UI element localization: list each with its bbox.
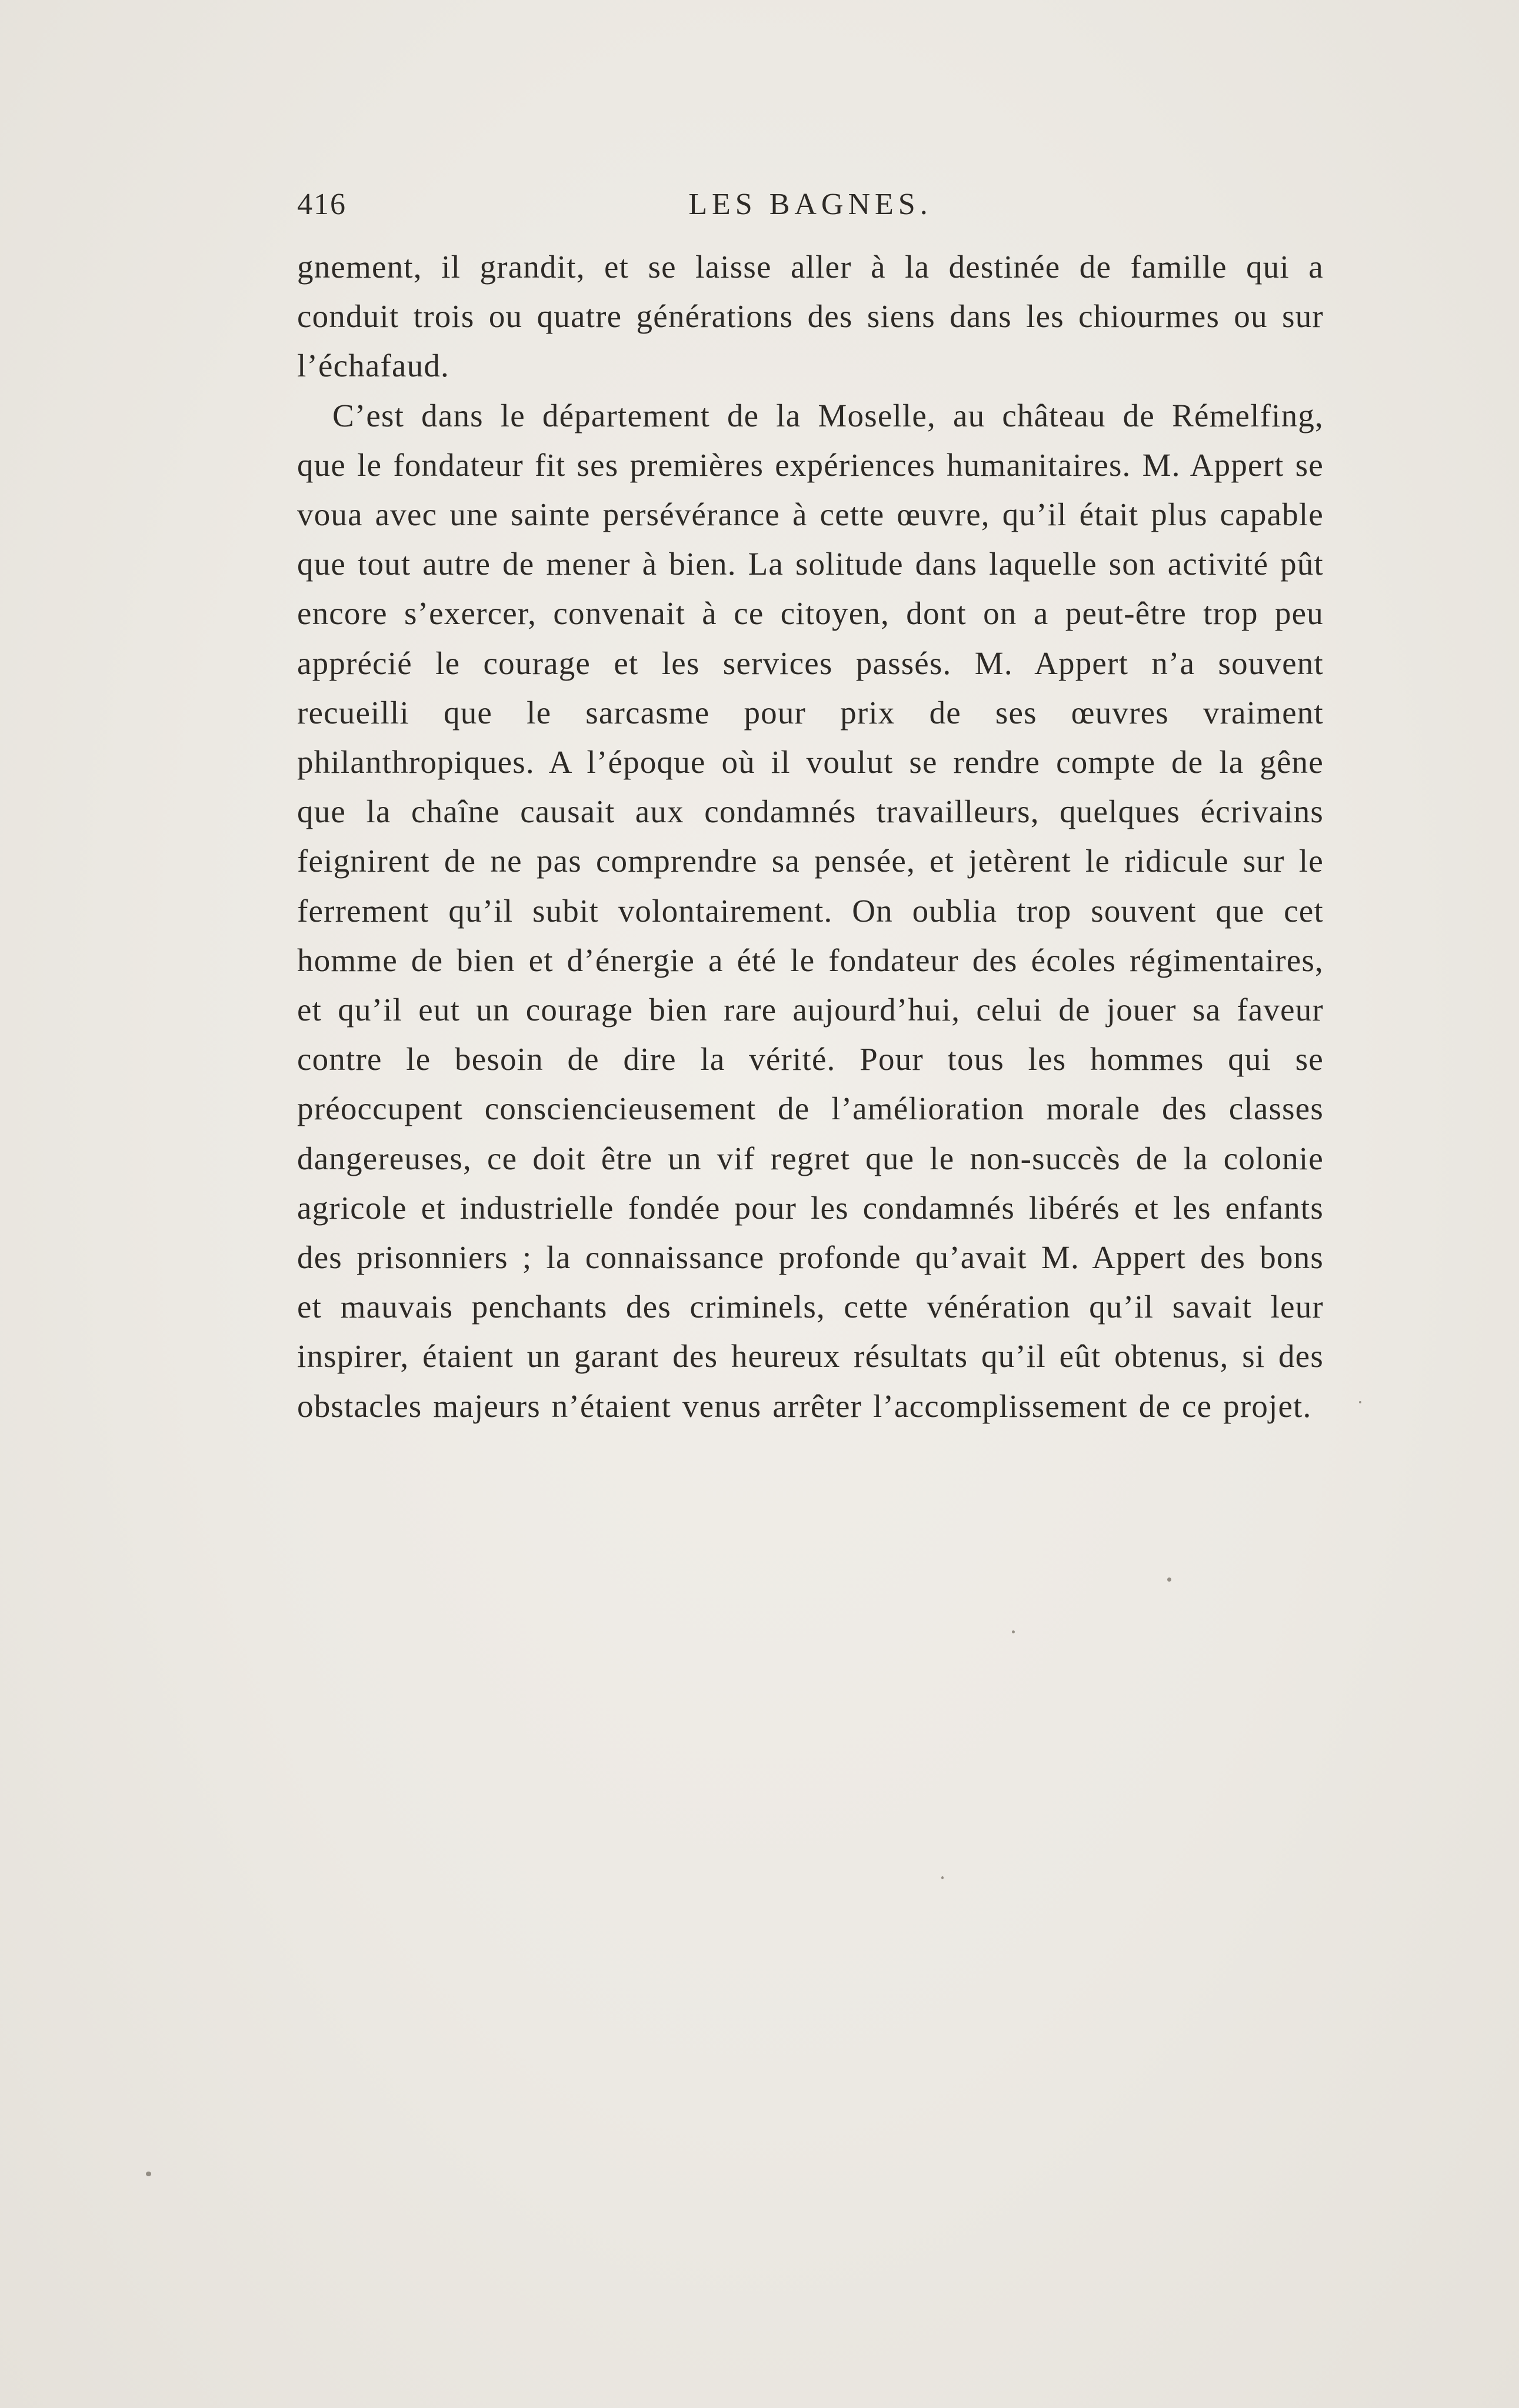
- paragraph-continuation: gnement, il grandit, et se laisse aller à la destinée de famille qui a conduit trois ou quatre générations des siens dans les chiourmes ou sur l’échafaud.: [297, 249, 1324, 384]
- page-number: 416: [297, 188, 347, 221]
- body-text: [297, 242, 1324, 1431]
- running-title: LES BAGNES.: [688, 188, 932, 221]
- paper-speck: [941, 1876, 944, 1879]
- paper-speck: [1167, 1577, 1171, 1582]
- paper-speck: [1012, 1630, 1015, 1633]
- paragraph-appert: C’est dans le département de la Moselle, au château de Rémelfing, que le fondateur fit ses premières expériences humanitaires. M. Appert se voua avec une sainte persévérance à cette œuvre, qu’il était plus capable que tout autre de mener à bien. La solitude dans laquelle son activité pût encore s’exercer, convenait à ce citoyen, dont on a peut-être trop peu apprécié le courage et les services passés. M. Appert n’a souvent recueilli que le sarcasme pour prix de ses œuvres vraiment philanthropiques. A l’époque où il voulut se rendre compte de la gêne que la chaîne causait aux condamnés travailleurs, quelques écrivains feignirent de ne pas comprendre sa pensée, et jetèrent le ridicule sur le ferrement qu’il subit volontairement. On oublia trop souvent que cet homme de bien et d’énergie a été le fondateur des écoles régimentaires, et qu’il eut un courage bien rare aujourd’hui, celui de jouer sa faveur contre le besoin de dire la vérité. Pour tous les hommes qui se préoccupent consciencieusement de l’amélioration morale des classes dangereuses, ce doit être un vif regret que le non-succès de la colonie agricole et industrielle fondée pour les condamnés libérés et les enfants des prisonniers ; la connaissance profonde qu’avait M. Appert des bons et mauvais penchants des criminels, cette vénération qu’il savait leur inspirer, étaient un garant des heureux résultats qu’il eût obtenus, si des obstacles majeurs n’étaient venus arrêter l’accomplissement de ce projet.: [297, 397, 1324, 1424]
- running-head: [297, 187, 1324, 228]
- paper-speck: [146, 2172, 151, 2176]
- paper-speck: [1359, 1401, 1361, 1403]
